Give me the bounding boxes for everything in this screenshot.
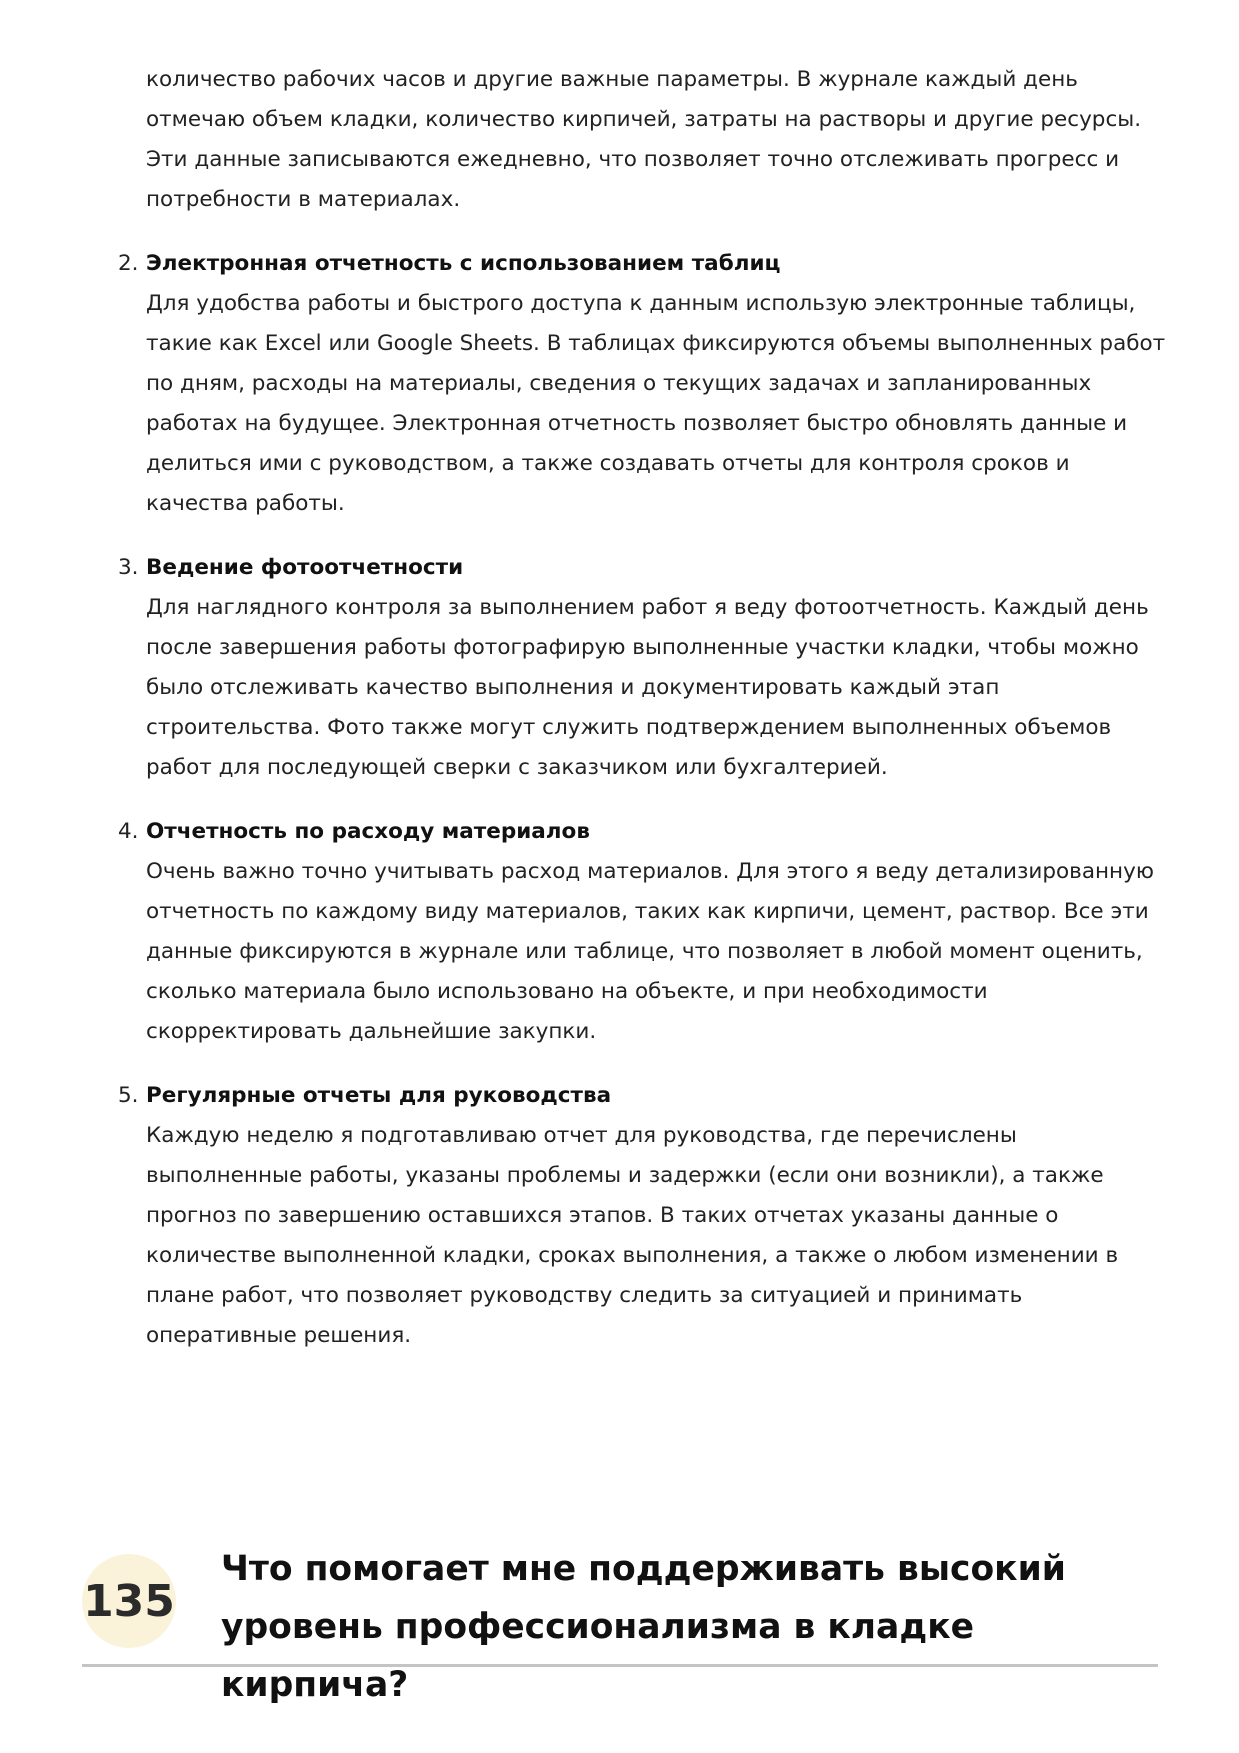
list-item-number: 4. (118, 819, 139, 844)
question-number-badge: 135 (82, 1554, 176, 1648)
report-methods-list (118, 244, 1166, 1356)
page-content (118, 60, 1166, 1356)
question-title: Что помогает мне поддерживать высокий уровень профессионализма в кладке кирпича? (221, 1549, 1066, 1705)
list-item (118, 1076, 1166, 1356)
list-item-number: 2. (118, 251, 139, 276)
list-item-heading: Регулярные отчеты для руководства (146, 1083, 612, 1108)
list-item-text: Каждую неделю я подготавливаю отчет для руководства, где перечислены выполненные работы, указаны проблемы и задержки (если они возникли), а также прогноз по завершению оставшихся этапов. В таких отчетах указаны данные о количестве выполненной кладки, сроках выполнения, а также о любом изменении в плане работ, что позволяет руководству следить за ситуацией и принимать оперативные решения. (146, 1123, 1119, 1348)
list-item-text: Для удобства работы и быстрого доступа к данным использую электронные таблицы, такие как Excel или Google Sheets. В таблицах фиксируются объемы выполненных работ по дням, расходы на материалы, сведения о текущих задачах и запланированных работах на будущее. Электронная отчетность позволяет быстро обновлять данные и делиться ими с руководством, а также создавать отчеты для контроля сроков и качества работы. (146, 291, 1166, 516)
list-item-number: 5. (118, 1083, 139, 1108)
list-item-heading: Ведение фотоотчетности (146, 555, 464, 580)
list-item-heading: Отчетность по расходу материалов (146, 819, 590, 844)
list-item (118, 244, 1166, 524)
intro-paragraph: количество рабочих часов и другие важные параметры. В журнале каждый день отмечаю объем кладки, количество кирпичей, затраты на растворы и другие ресурсы. Эти данные записываются ежедневно, что позволяет точно отслеживать прогресс и потребности в материалах. (146, 67, 1142, 212)
list-item-heading: Электронная отчетность с использованием таблиц (146, 251, 781, 276)
list-item-number: 3. (118, 555, 139, 580)
list-item (118, 812, 1166, 1052)
list-item-text: Очень важно точно учитывать расход материалов. Для этого я веду детализированную отчетность по каждому виду материалов, таких как кирпичи, цемент, раствор. Все эти данные фиксируются в журнале или таблице, что позволяет в любой момент оценить, сколько материала было использовано на объекте, и при необходимости скорректировать дальнейшие закупки. (146, 859, 1154, 1044)
list-item-text: Для наглядного контроля за выполнением работ я веду фотоотчетность. Каждый день после завершения работы фотографирую выполненные участки кладки, чтобы можно было отслеживать качество выполнения и документировать каждый этап строительства. Фото также могут служить подтверждением выполненных объемов работ для последующей сверки с заказчиком или бухгалтерией. (146, 595, 1149, 780)
question-header (82, 1532, 1158, 1705)
list-item (118, 548, 1166, 788)
